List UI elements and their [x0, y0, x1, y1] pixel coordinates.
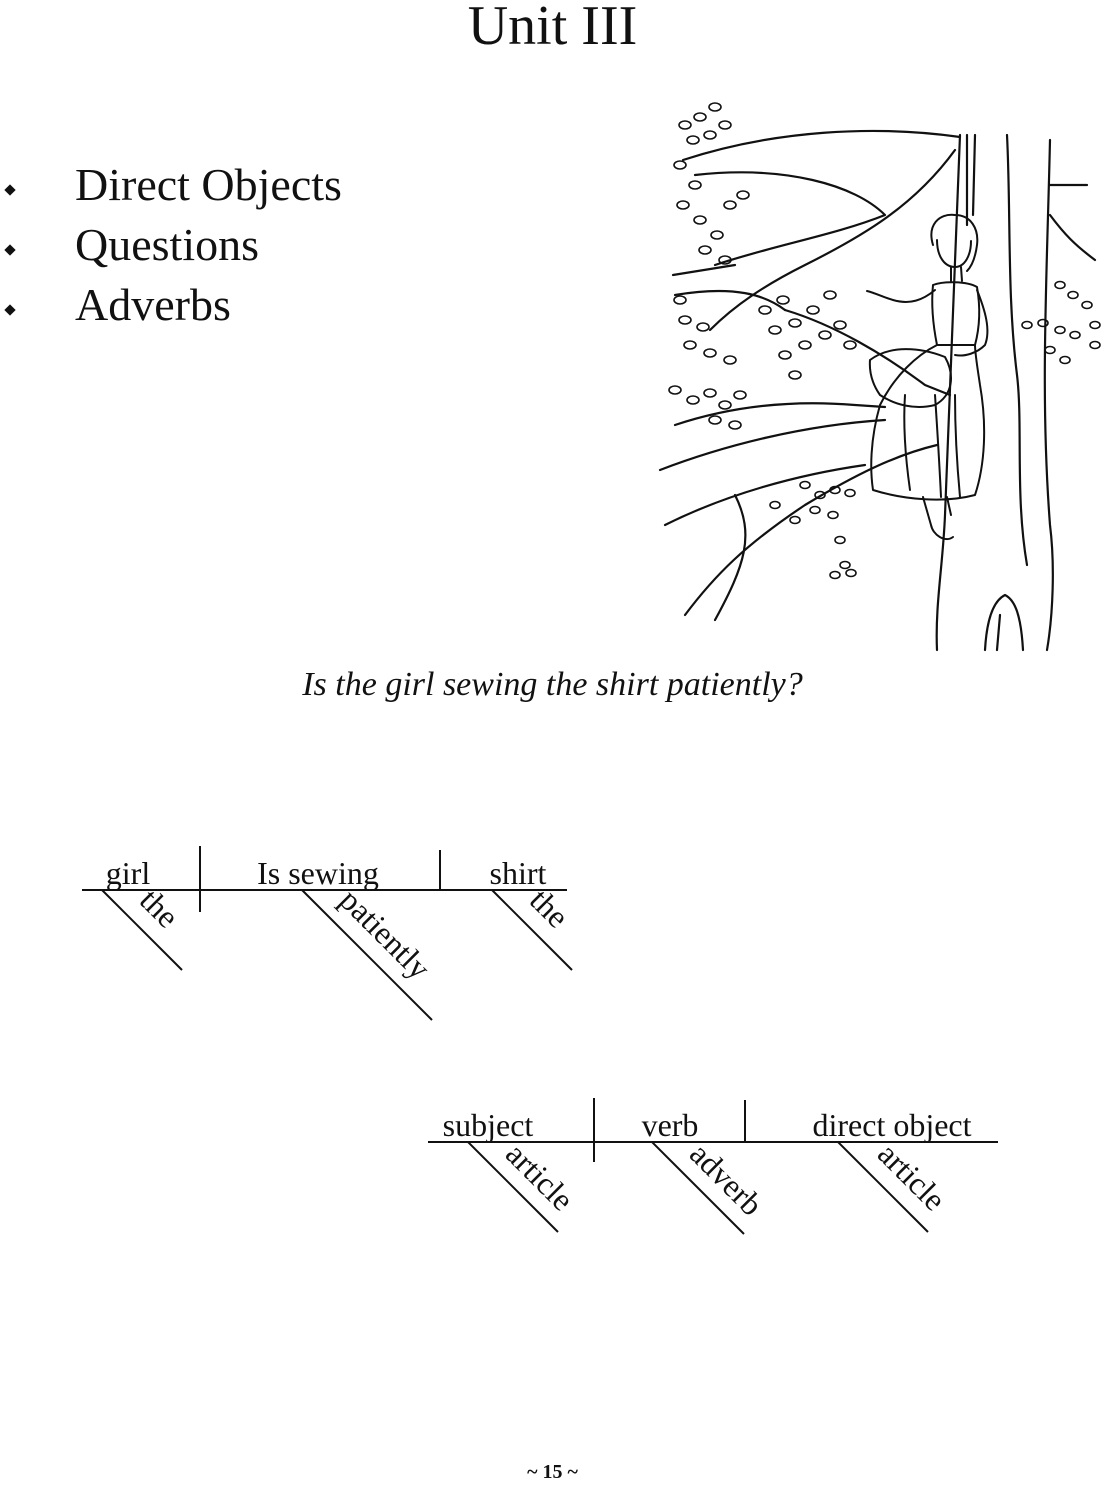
diagram-verb-word: verb	[641, 1107, 699, 1143]
diagram-verb-word: Is sewing	[257, 855, 379, 891]
topic-label: Direct Objects	[75, 159, 342, 210]
example-sentence: Is the girl sewing the shirt patiently?	[302, 666, 803, 703]
page-title: Unit III	[467, 0, 638, 57]
diagram-modifier-word: the	[133, 881, 187, 935]
diagram-object-word: shirt	[489, 855, 547, 891]
diagram-modifier-word: the	[523, 881, 577, 935]
diagram-subject-word: girl	[105, 855, 151, 891]
diagram-modifier-word: article	[871, 1135, 954, 1218]
topic-label: Questions	[75, 219, 259, 270]
topic-label: Adverbs	[75, 279, 231, 330]
diagram-object-word: direct object	[812, 1107, 972, 1143]
diagram-subject-word: subject	[442, 1107, 534, 1143]
diagram-modifier-word: adverb	[683, 1135, 771, 1223]
diagram-modifier-word: article	[499, 1135, 582, 1218]
diagram-modifier-word: patiently	[333, 881, 438, 987]
page-number: ~ 15 ~	[527, 1461, 578, 1483]
